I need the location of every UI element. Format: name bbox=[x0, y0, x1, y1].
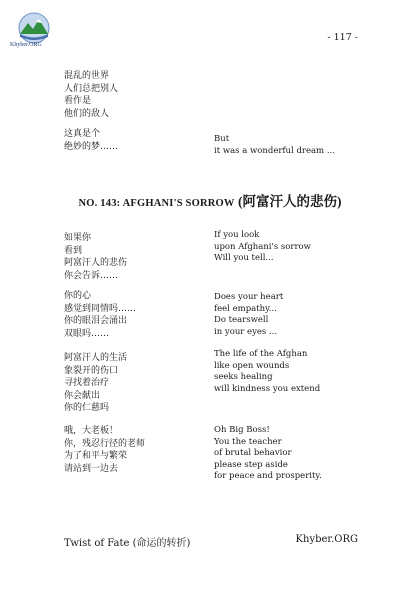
verse-line: will kindness you extend bbox=[214, 383, 321, 394]
verse-line: 你会告诉…… bbox=[64, 270, 119, 281]
verse-line: 为了和平与繁荣 bbox=[64, 451, 128, 461]
intro2-en-block bbox=[214, 134, 335, 157]
verse-line: Will you tell... bbox=[214, 253, 274, 263]
verse-line: like open wounds bbox=[214, 360, 290, 371]
verse-line: But bbox=[214, 134, 230, 144]
verse-line: 如果你 bbox=[64, 233, 92, 243]
verse-line: 看作是 bbox=[64, 96, 92, 106]
page-number: - 117 - bbox=[327, 32, 358, 43]
poem-title-zh: (阿富汗人的悲伤) bbox=[234, 194, 342, 209]
verse-line: 你会献出 bbox=[64, 390, 101, 401]
verse-line: 感觉到同情吗…… bbox=[64, 303, 137, 314]
verse-line: 他们的敌人 bbox=[64, 108, 110, 119]
verse-line: 寻找着治疗 bbox=[64, 378, 110, 388]
verse-line: If you look bbox=[214, 230, 260, 240]
verse-line: Oh Big Boss! bbox=[214, 425, 270, 435]
verse-line: Do tearswell bbox=[214, 315, 269, 325]
stanza-1-en bbox=[214, 230, 311, 265]
verse-line: 你的仁慈吗 bbox=[64, 403, 110, 413]
poem-title bbox=[0, 190, 420, 210]
footer-book-title: Twist of Fate (命运的转折) bbox=[64, 538, 191, 549]
verse-line: 象裂开的伤口 bbox=[64, 365, 119, 376]
verse-line: 双眼吗…… bbox=[64, 328, 110, 339]
poem-title-en: AFGHANI'S SORROW bbox=[122, 198, 235, 209]
logo-caption: Khyber.ORG bbox=[10, 42, 42, 48]
verse-line: 你的心 bbox=[64, 291, 92, 301]
stanza-4-zh bbox=[64, 425, 145, 475]
verse-line: 人们总把别人 bbox=[64, 83, 119, 94]
verse-line: 你的眼泪会涌出 bbox=[64, 316, 128, 326]
verse-line: 混乱的世界 bbox=[64, 71, 110, 81]
poem-number: NO. 143: bbox=[78, 198, 123, 209]
verse-line: Does your heart bbox=[214, 292, 284, 302]
verse-line: for peace and prosperity. bbox=[214, 471, 322, 481]
stanza-2-zh bbox=[64, 290, 136, 340]
stanza-3-zh bbox=[64, 352, 127, 415]
verse-line: You the teacher bbox=[214, 436, 282, 447]
verse-line: 阿富汗人的生活 bbox=[64, 353, 128, 363]
intro2-zh-block bbox=[64, 128, 118, 153]
intro-zh-block bbox=[64, 70, 118, 120]
verse-line: of brutal behavior bbox=[214, 448, 292, 458]
verse-line: seeks healing bbox=[214, 372, 273, 382]
verse-line: 哦，大老板！ bbox=[64, 426, 119, 436]
stanza-4-en bbox=[214, 425, 322, 483]
verse-line: upon Afghani's sorrow bbox=[214, 241, 311, 252]
verse-line: please step aside bbox=[214, 459, 288, 470]
verse-line: 请站到一边去 bbox=[64, 463, 119, 474]
verse-line: 阿富汗人的悲伤 bbox=[64, 258, 128, 268]
verse-line: 这真是个 bbox=[64, 129, 101, 139]
stanza-2-en bbox=[214, 292, 283, 338]
verse-line: 你，残忍行径的老师 bbox=[64, 438, 146, 449]
stanza-1-zh bbox=[64, 232, 127, 282]
stanza-3-en bbox=[214, 349, 320, 395]
verse-line: in your eyes ... bbox=[214, 326, 278, 337]
footer-site: Khyber.ORG bbox=[295, 534, 358, 545]
verse-line: 绝妙的梦…… bbox=[64, 141, 119, 152]
verse-line: feel empathy... bbox=[214, 303, 277, 314]
verse-line: it was a wonderful dream ... bbox=[214, 145, 335, 156]
verse-line: 看到 bbox=[64, 245, 83, 256]
verse-line: The life of the Afghan bbox=[214, 349, 308, 359]
